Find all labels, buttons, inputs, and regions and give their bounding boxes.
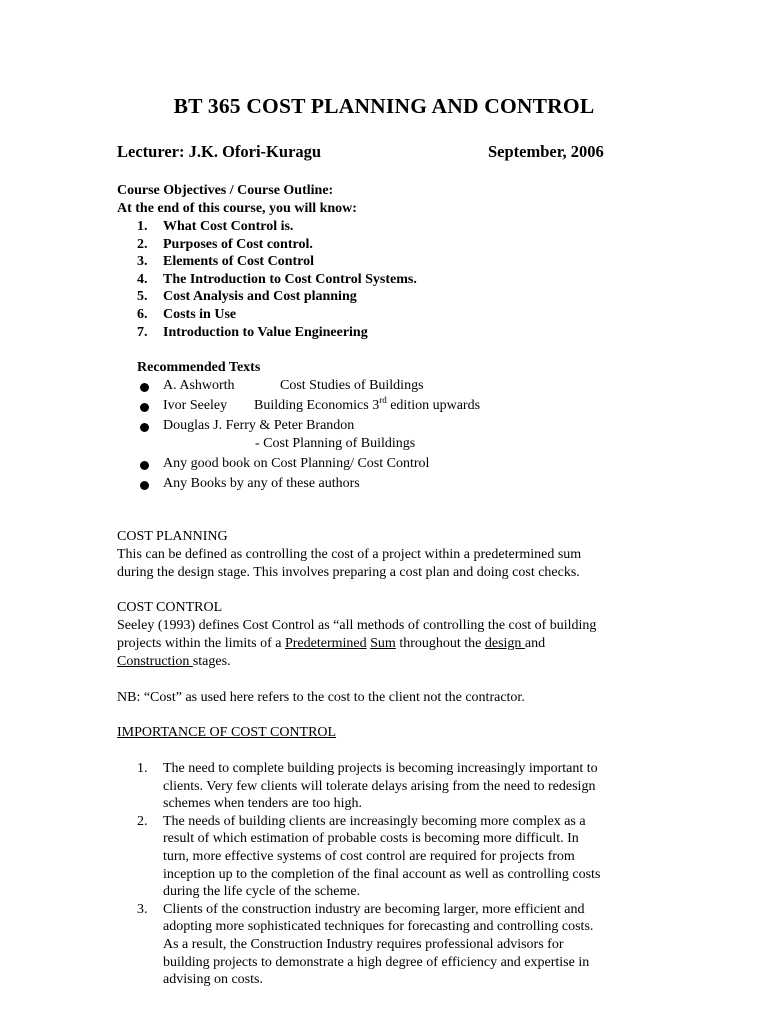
text-run: and bbox=[524, 636, 546, 651]
text-author: A. Ashworth bbox=[163, 378, 235, 393]
item-line: The needs of building clients are increasingly becoming more complex as a bbox=[163, 813, 586, 829]
text-item bbox=[137, 476, 480, 496]
objective-number: 3. bbox=[137, 254, 148, 270]
item-line: clients. Very few clients will tolerate delays arising from the need to redesign bbox=[163, 778, 596, 794]
objective-item bbox=[137, 324, 417, 342]
objective-number: 7. bbox=[137, 324, 148, 340]
cost-planning-line: This can be defined as controlling the cost of a project within a predetermined sum bbox=[117, 547, 582, 562]
objective-text: What Cost Control is. bbox=[163, 219, 294, 234]
objective-number: 6. bbox=[137, 306, 148, 322]
cost-control-line bbox=[117, 653, 231, 671]
objective-item bbox=[137, 253, 417, 271]
lecturer-name: Lecturer: J.K. Ofori-Kuragu bbox=[117, 142, 322, 161]
text-item bbox=[137, 395, 481, 418]
objective-item bbox=[137, 306, 417, 324]
item-number: 1. bbox=[137, 761, 148, 776]
cost-control-line bbox=[117, 635, 545, 653]
objective-item bbox=[137, 218, 417, 236]
item-line: schemes when tenders are too high. bbox=[163, 796, 363, 812]
underlined-term: Predetermined bbox=[284, 636, 367, 651]
objective-text: Costs in Use bbox=[163, 306, 237, 322]
text-title: - Cost Planning of Buildings bbox=[255, 436, 416, 451]
text-title: Building Economics 3 bbox=[254, 398, 380, 413]
item-line: building projects to demonstrate a high degree of efficiency and expertise in bbox=[163, 954, 590, 970]
objectives-heading: Course Objectives / Course Outline: bbox=[117, 183, 334, 198]
underlined-term: Construction bbox=[117, 654, 193, 669]
bullet-icon bbox=[140, 403, 149, 412]
importance-heading: IMPORTANCE OF COST CONTROL bbox=[117, 725, 337, 740]
objective-number: 2. bbox=[137, 236, 148, 252]
objective-number: 1. bbox=[137, 219, 148, 234]
cost-control-heading: COST CONTROL bbox=[117, 600, 223, 615]
cost-planning-line: during the design stage. This involves preparing a cost plan and doing cost checks. bbox=[117, 565, 580, 580]
cost-planning-heading: COST PLANNING bbox=[117, 529, 228, 544]
text-item bbox=[137, 418, 480, 436]
objective-text: Introduction to Value Engineering bbox=[163, 324, 368, 340]
text-run: projects within the limits of a bbox=[117, 636, 285, 651]
objectives-list bbox=[137, 218, 417, 341]
objective-item bbox=[137, 236, 417, 254]
item-line: during the life cycle of the scheme. bbox=[163, 884, 361, 900]
objective-text: Elements of Cost Control bbox=[163, 254, 315, 270]
importance-item bbox=[137, 760, 600, 813]
text-run: throughout the bbox=[395, 636, 485, 651]
objective-text: Purposes of Cost control. bbox=[163, 236, 313, 252]
item-line: result of which estimation of probable costs is becoming more difficult. In bbox=[163, 831, 579, 847]
objective-number: 5. bbox=[137, 289, 148, 305]
item-line: The need to complete building projects is becoming increasingly important to bbox=[163, 761, 598, 776]
item-number: 2. bbox=[137, 813, 148, 829]
text-item-continuation bbox=[137, 436, 480, 456]
underlined-term: Sum bbox=[370, 636, 396, 651]
text-author: Douglas J. Ferry & Peter Brandon bbox=[163, 418, 355, 433]
document-date: September, 2006 bbox=[488, 142, 604, 161]
item-line: As a result, the Construction Industry requires professional advisors for bbox=[163, 936, 564, 952]
item-line: inception up to the completion of the final account as well as controlling costs bbox=[163, 866, 601, 882]
nb-note: NB: “Cost” as used here refers to the cost to the client not the contractor. bbox=[117, 690, 525, 705]
objective-item bbox=[137, 288, 417, 306]
underlined-term: design bbox=[484, 636, 525, 651]
objective-text: Cost Analysis and Cost planning bbox=[163, 289, 357, 305]
item-line: adopting more sophisticated techniques for forecasting and controlling costs. bbox=[163, 919, 594, 935]
text-title: Cost Studies of Buildings bbox=[280, 378, 424, 393]
text-run: stages. bbox=[192, 654, 231, 669]
text-title: Any Books by any of these authors bbox=[163, 476, 360, 491]
text-item bbox=[137, 378, 480, 398]
recommended-texts-heading: Recommended Texts bbox=[137, 360, 261, 375]
objective-number: 4. bbox=[137, 271, 148, 287]
item-number: 3. bbox=[137, 901, 148, 917]
superscript: rd bbox=[379, 395, 387, 405]
text-author: Ivor Seeley bbox=[163, 398, 228, 413]
item-line: turn, more effective systems of cost control are required for projects from bbox=[163, 848, 575, 864]
cost-control-line: Seeley (1993) defines Cost Control as “all methods of controlling the cost of building bbox=[117, 618, 597, 633]
item-line: Clients of the construction industry are becoming larger, more efficient and bbox=[163, 901, 585, 917]
objective-text: The Introduction to Cost Control Systems. bbox=[163, 271, 417, 287]
text-title-suffix: edition upwards bbox=[386, 398, 481, 413]
importance-item bbox=[137, 813, 600, 901]
bullet-icon bbox=[140, 481, 149, 490]
importance-list bbox=[137, 760, 600, 989]
text-item bbox=[137, 456, 480, 476]
bullet-icon bbox=[140, 383, 149, 392]
objectives-intro: At the end of this course, you will know: bbox=[117, 201, 357, 216]
text-title: Any good book on Cost Planning/ Cost Control bbox=[163, 456, 430, 471]
page-title: BT 365 COST PLANNING AND CONTROL bbox=[173, 94, 595, 118]
bullet-icon bbox=[140, 461, 149, 470]
recommended-texts-list bbox=[137, 378, 480, 496]
importance-item bbox=[137, 901, 600, 989]
objective-item bbox=[137, 271, 417, 289]
bullet-icon bbox=[140, 423, 149, 432]
item-line: advising on costs. bbox=[163, 972, 263, 988]
